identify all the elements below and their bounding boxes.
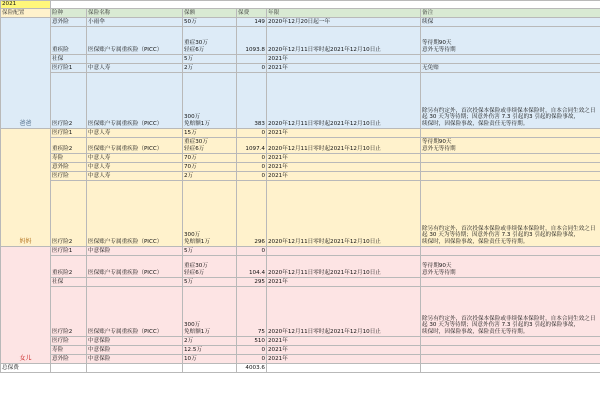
amount-line: 10万 bbox=[184, 356, 197, 363]
cell-premium[interactable]: 0 bbox=[237, 355, 267, 364]
table-row bbox=[1, 55, 600, 64]
cell-note[interactable] bbox=[421, 355, 600, 364]
cell-name[interactable]: 医保账户专属重疾险（PICC） bbox=[87, 73, 183, 129]
cell-name[interactable]: 中意人寿 bbox=[87, 154, 183, 163]
cell-premium[interactable]: 104.4 bbox=[237, 256, 267, 278]
cell-name[interactable]: 医保账户专属重疾险（PICC） bbox=[87, 256, 183, 278]
cell-term[interactable]: 2021年 bbox=[267, 346, 421, 355]
cell-amount[interactable] bbox=[183, 287, 237, 337]
amount-line: 50万 bbox=[184, 19, 197, 26]
header-note[interactable]: 备注 bbox=[421, 9, 600, 18]
amount-line: 重症30万 bbox=[184, 263, 208, 270]
table-row bbox=[1, 278, 600, 287]
note-line: 等待期90天 bbox=[422, 263, 452, 270]
cell-note[interactable] bbox=[421, 27, 600, 55]
cell-amount[interactable] bbox=[183, 346, 237, 355]
cell-note[interactable] bbox=[421, 55, 600, 64]
cell-note[interactable] bbox=[421, 129, 600, 138]
cell-premium[interactable]: 295 bbox=[237, 278, 267, 287]
note-line: 意外无等待期 bbox=[422, 270, 456, 277]
cell-type[interactable]: 医疗险2 bbox=[51, 181, 87, 247]
note-line: 意外无等待期 bbox=[422, 146, 456, 153]
table-row bbox=[1, 129, 600, 138]
cell-premium[interactable]: 0 bbox=[237, 172, 267, 181]
note-line: 除另有约定外，首次投保本保险或非续保本保险时，自本合同生效之日起 30 天为等待期；因意外伤害 7.3 引起的3 引起的保险事故， bbox=[422, 315, 596, 329]
cell-amount[interactable] bbox=[183, 172, 237, 181]
cell-amount[interactable] bbox=[183, 55, 237, 64]
amount-line: 15万 bbox=[184, 130, 197, 137]
table-row bbox=[1, 138, 600, 154]
table-row bbox=[1, 181, 600, 247]
cell-term[interactable]: 2021年 bbox=[267, 337, 421, 346]
header-type[interactable]: 险种 bbox=[51, 9, 87, 18]
amount-line: 轻症6万 bbox=[184, 270, 205, 277]
cell-type[interactable]: 意外险 bbox=[51, 355, 87, 364]
cell-type[interactable]: 重疾险 bbox=[51, 27, 87, 55]
cell-premium[interactable]: 0 bbox=[237, 154, 267, 163]
header-term[interactable]: 年限 bbox=[267, 9, 421, 18]
cell-type[interactable]: 寿险 bbox=[51, 346, 87, 355]
cell-name[interactable]: 中意人寿 bbox=[87, 129, 183, 138]
cell-amount[interactable] bbox=[183, 129, 237, 138]
cell-term[interactable]: 2021年 bbox=[267, 278, 421, 287]
cell-note[interactable] bbox=[421, 346, 600, 355]
table-row bbox=[1, 287, 600, 337]
blank-cell[interactable] bbox=[421, 364, 600, 373]
table-row bbox=[1, 247, 600, 256]
cell-name[interactable]: 中意保险 bbox=[87, 247, 183, 256]
table-row bbox=[1, 18, 600, 27]
amount-line: 免赔额1万 bbox=[184, 239, 210, 246]
blank-cell[interactable] bbox=[51, 1, 600, 9]
amount-line: 2万 bbox=[184, 173, 194, 180]
cell-amount[interactable] bbox=[183, 27, 237, 55]
blank-cell[interactable] bbox=[267, 364, 421, 373]
cell-amount[interactable] bbox=[183, 154, 237, 163]
amount-line: 2万 bbox=[184, 65, 194, 72]
table-row bbox=[1, 73, 600, 129]
cell-amount[interactable] bbox=[183, 278, 237, 287]
cell-amount[interactable] bbox=[183, 64, 237, 73]
cell-term[interactable]: 2021年 bbox=[267, 172, 421, 181]
cell-name[interactable]: 小雨伞 bbox=[87, 18, 183, 27]
cell-type[interactable]: 社保 bbox=[51, 55, 87, 64]
note-line: 续保时，因保险事故，保险责任无等待期。 bbox=[422, 329, 529, 336]
cell-name[interactable] bbox=[87, 55, 183, 64]
cell-type[interactable]: 社保 bbox=[51, 278, 87, 287]
cell-amount[interactable] bbox=[183, 256, 237, 278]
cell-term[interactable]: 2021年 bbox=[267, 64, 421, 73]
cell-note[interactable] bbox=[421, 138, 600, 154]
cell-note[interactable] bbox=[421, 337, 600, 346]
cell-amount[interactable] bbox=[183, 18, 237, 27]
cell-premium[interactable]: 1093.8 bbox=[237, 27, 267, 55]
cell-note[interactable] bbox=[421, 18, 600, 27]
amount-line: 轻症6万 bbox=[184, 47, 205, 54]
cell-amount[interactable] bbox=[183, 337, 237, 346]
cell-amount[interactable] bbox=[183, 247, 237, 256]
cell-type[interactable]: 医疗险1 bbox=[51, 247, 87, 256]
cell-name[interactable]: 中意保险 bbox=[87, 355, 183, 364]
table-row bbox=[1, 337, 600, 346]
cell-premium[interactable]: 0 bbox=[237, 163, 267, 172]
cell-type[interactable]: 医疗险2 bbox=[51, 287, 87, 337]
cell-premium[interactable]: 0 bbox=[237, 346, 267, 355]
cell-premium[interactable]: 0 bbox=[237, 247, 267, 256]
note-line: 续保时，因保险事故，保险责任无等待期。 bbox=[422, 121, 529, 128]
header-amount[interactable]: 保额 bbox=[183, 9, 237, 18]
note-line: 等待期90天 bbox=[422, 40, 452, 47]
cell-name[interactable]: 医保账户专属重疾险（PICC） bbox=[87, 27, 183, 55]
cell-type[interactable]: 意外险 bbox=[51, 18, 87, 27]
cell-name[interactable]: 医保账户专属重疾险（PICC） bbox=[87, 181, 183, 247]
table-row bbox=[1, 355, 600, 364]
cell-term[interactable]: 2020年12月11日零时起2021年12月10日止 bbox=[267, 256, 421, 278]
cell-note[interactable] bbox=[421, 247, 600, 256]
amount-line: 5万 bbox=[184, 248, 194, 255]
sheet-title[interactable]: 2021 bbox=[1, 1, 51, 9]
amount-line: 70万 bbox=[184, 155, 197, 162]
cell-note[interactable] bbox=[421, 256, 600, 278]
cell-note[interactable] bbox=[421, 73, 600, 129]
cell-type[interactable]: 医疗险2 bbox=[51, 73, 87, 129]
amount-line: 12.5万 bbox=[184, 347, 203, 354]
amount-line: 重症30万 bbox=[184, 139, 208, 146]
cell-name[interactable]: 中意人寿 bbox=[87, 172, 183, 181]
cell-name[interactable]: 医保账户专属重疾险（PICC） bbox=[87, 138, 183, 154]
cell-premium[interactable]: 0 bbox=[237, 64, 267, 73]
note-line: 除另有约定外，首次投保本保险或非续保本保险时，自本合同生效之日起 30 天为等待期；因意外伤害 7.3 引起的3 引起的保险事故， bbox=[422, 225, 596, 239]
cell-premium[interactable]: 75 bbox=[237, 287, 267, 337]
total-premium[interactable]: 4003.6 bbox=[237, 364, 267, 373]
table-row bbox=[1, 346, 600, 355]
cell-term[interactable]: 2020年12月11日零时起2021年12月10日止 bbox=[267, 287, 421, 337]
cell-term[interactable]: 2021年 bbox=[267, 129, 421, 138]
cell-term[interactable]: 2021年 bbox=[267, 55, 421, 64]
cell-amount[interactable] bbox=[183, 138, 237, 154]
cell-name[interactable]: 中意保险 bbox=[87, 337, 183, 346]
cell-premium[interactable]: 383 bbox=[237, 73, 267, 129]
cell-premium[interactable]: 0 bbox=[237, 129, 267, 138]
cell-term[interactable]: 2021年 bbox=[267, 355, 421, 364]
amount-line: 5万 bbox=[184, 279, 194, 286]
cell-name[interactable]: 医保账户专属重疾险（PICC） bbox=[87, 287, 183, 337]
cell-note[interactable] bbox=[421, 154, 600, 163]
cell-note[interactable] bbox=[421, 287, 600, 337]
note-line: 续保时，因保险事故，保险责任无等待期。 bbox=[422, 239, 529, 246]
blank-cell[interactable] bbox=[183, 364, 237, 373]
table-row bbox=[1, 163, 600, 172]
person-label[interactable]: 女儿 bbox=[1, 247, 51, 364]
table-row bbox=[1, 64, 600, 73]
blank-cell[interactable] bbox=[51, 364, 87, 373]
config-label[interactable]: 保险配置 bbox=[1, 9, 51, 18]
cell-premium[interactable] bbox=[237, 55, 267, 64]
cell-premium[interactable]: 296 bbox=[237, 181, 267, 247]
table-row bbox=[1, 27, 600, 55]
cell-premium[interactable]: 510 bbox=[237, 337, 267, 346]
cell-type[interactable]: 重疾险2 bbox=[51, 138, 87, 154]
cell-name[interactable]: 中意人寿 bbox=[87, 163, 183, 172]
cell-note[interactable] bbox=[421, 172, 600, 181]
amount-line: 70万 bbox=[184, 164, 197, 171]
amount-line: 300万 bbox=[184, 114, 201, 121]
cell-amount[interactable] bbox=[183, 73, 237, 129]
blank-cell[interactable] bbox=[87, 364, 183, 373]
note-line: 意外无等待期 bbox=[422, 47, 456, 54]
cell-name[interactable] bbox=[87, 278, 183, 287]
note-line: 除另有约定外，首次投保本保险或非续保本保险时，自本合同生效之日起 30 天为等待期；因意外伤害 7.3 引起的3 引起的保险事故， bbox=[422, 107, 596, 121]
cell-amount[interactable] bbox=[183, 355, 237, 364]
table-row bbox=[1, 172, 600, 181]
header-name[interactable]: 保险名称 bbox=[87, 9, 183, 18]
cell-name[interactable]: 中意人寿 bbox=[87, 64, 183, 73]
cell-amount[interactable] bbox=[183, 181, 237, 247]
cell-term[interactable] bbox=[267, 247, 421, 256]
cell-type[interactable]: 寿险 bbox=[51, 154, 87, 163]
amount-line: 5万 bbox=[184, 56, 194, 63]
amount-line: 免赔额1万 bbox=[184, 121, 210, 128]
cell-type[interactable]: 重疾险2 bbox=[51, 256, 87, 278]
table-row bbox=[1, 256, 600, 278]
cell-term[interactable]: 2020年12月11日零时起2021年12月10日止 bbox=[267, 27, 421, 55]
cell-term[interactable]: 2020年12月20日起一年 bbox=[267, 18, 421, 27]
cell-term[interactable]: 2021年 bbox=[267, 163, 421, 172]
cell-type[interactable]: 医疗险 bbox=[51, 337, 87, 346]
cell-type[interactable]: 医疗险1 bbox=[51, 129, 87, 138]
person-label[interactable]: 妈妈 bbox=[1, 129, 51, 247]
cell-note[interactable] bbox=[421, 163, 600, 172]
cell-type[interactable]: 医疗险1 bbox=[51, 64, 87, 73]
header-premium[interactable]: 保费 bbox=[237, 9, 267, 18]
cell-type[interactable]: 意外险 bbox=[51, 163, 87, 172]
note-line: 等待期90天 bbox=[422, 139, 452, 146]
cell-premium[interactable]: 1097.4 bbox=[237, 138, 267, 154]
amount-line: 免赔额1万 bbox=[184, 329, 210, 336]
person-label[interactable]: 爸爸 bbox=[1, 18, 51, 129]
amount-line: 重症30万 bbox=[184, 40, 208, 47]
table-row bbox=[1, 154, 600, 163]
amount-line: 轻症6万 bbox=[184, 146, 205, 153]
cell-term[interactable]: 2021年 bbox=[267, 154, 421, 163]
cell-amount[interactable] bbox=[183, 163, 237, 172]
cell-type[interactable]: 医疗险 bbox=[51, 172, 87, 181]
total-row bbox=[1, 364, 600, 373]
cell-name[interactable]: 中意保险 bbox=[87, 346, 183, 355]
cell-term[interactable]: 2020年12月11日零时起2021年12月10日止 bbox=[267, 73, 421, 129]
amount-line: 300万 bbox=[184, 322, 201, 329]
note-line: 续保 bbox=[422, 19, 434, 26]
cell-note[interactable] bbox=[421, 181, 600, 247]
cell-term[interactable]: 2020年12月11日零时起2021年12月10日止 bbox=[267, 181, 421, 247]
amount-line: 300万 bbox=[184, 232, 201, 239]
cell-note[interactable] bbox=[421, 278, 600, 287]
cell-premium[interactable]: 149 bbox=[237, 18, 267, 27]
note-line: 无免赔 bbox=[422, 65, 439, 72]
total-label[interactable]: 总保费 bbox=[1, 364, 51, 373]
cell-note[interactable] bbox=[421, 64, 600, 73]
cell-term[interactable]: 2020年12月11日零时起2021年12月10日止 bbox=[267, 138, 421, 154]
amount-line: 2万 bbox=[184, 338, 194, 345]
